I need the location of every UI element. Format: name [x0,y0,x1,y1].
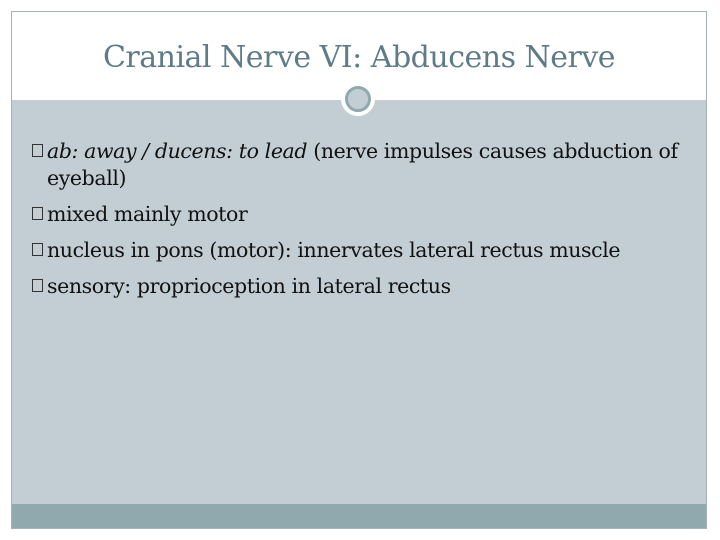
bullet-list [32,138,682,309]
divider-ring-inner-icon [345,86,371,112]
bullet-item-mixed [32,201,682,228]
footer-bar [12,504,706,528]
slide-title: Cranial Nerve VI: Abducens Nerve [102,40,616,75]
bullet-text: (nerve impulses causes abduction of eyeball) [47,139,678,190]
bullet-text: nucleus in pons (motor): innervates lateral rectus muscle [47,238,621,262]
bullet-item-nucleus [32,237,682,264]
bullet-italic-text: ab: away / ducens: to lead [47,139,308,163]
bullet-box-icon [32,279,43,292]
bullet-item-sensory [32,273,682,300]
slide-frame [11,11,707,529]
bullet-text: sensory: proprioception in lateral rectus [47,274,451,298]
bullet-text: mixed mainly motor [47,202,248,226]
bullet-box-icon [32,243,43,256]
bullet-box-icon [32,144,43,157]
bullet-box-icon [32,207,43,220]
bullet-item-etymology [32,138,682,192]
